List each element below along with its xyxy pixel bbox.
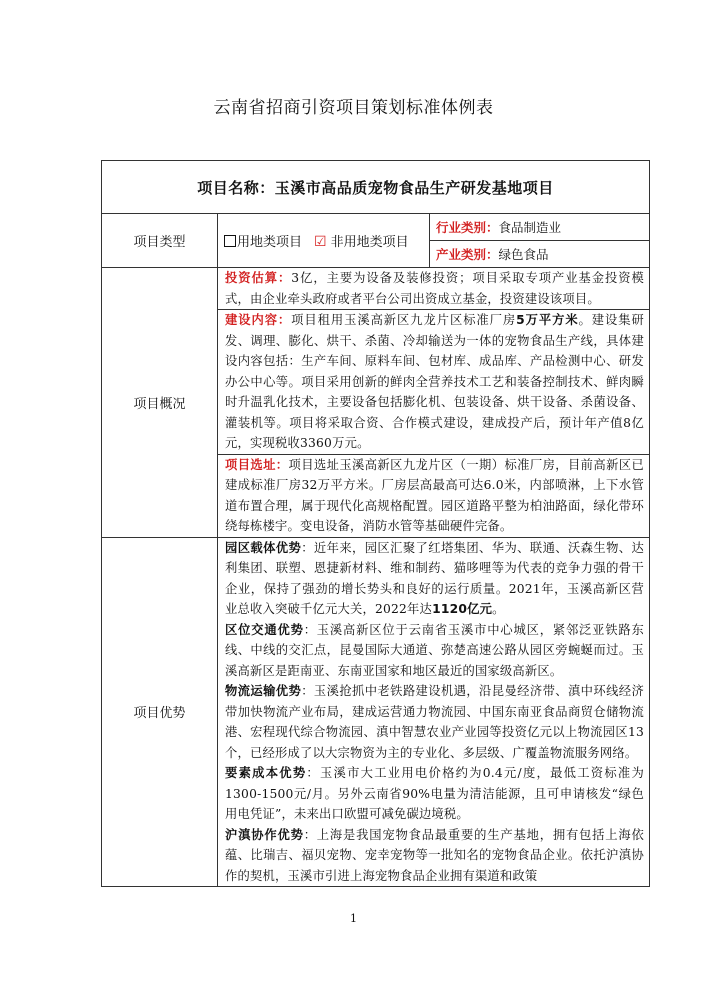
sector-category-value: 绿色食品 <box>498 247 549 262</box>
page-number: 1 <box>350 912 357 925</box>
logistics-advantage-text: ：玉溪抢抓中老铁路建设机遇，沿昆曼经济带、滇中环线经济带加快物流产业布局，建成运营通力物流园、中国东南亚食品商贸仓储物流港、宏程现代综合物流园、滇中智慧农业产业园等投资亿元以上物流园区13个，已经形成了以大宗物资为主的专业化、多层级、广覆盖物流服务网络。 <box>225 684 644 760</box>
synergy-advantage-text: ：上海是我国宠物食品最重要的生产基地，拥有包括上海依蕴、比瑞吉、福贝宠物、宠幸宠物等一批知名的宠物食品企业。依托沪滇协作的契机，玉溪市引进上海宠物食品企业拥有渠道和政策 <box>225 827 645 883</box>
land-project-label: 用地类项目 <box>237 235 303 250</box>
park-advantage <box>225 538 644 620</box>
industry-category <box>430 214 650 241</box>
advantages-row <box>102 537 650 887</box>
overview-label: 项目概况 <box>102 268 218 538</box>
project-table <box>101 160 650 887</box>
cost-advantage-label: 要素成本优势 <box>225 766 307 780</box>
cost-advantage-text: ：玉溪市大工业用电价格约为0.4元/度，最低工资标准为1300-1500元/月。另外云南省90%电量为清洁能源，且可申请核发“绿色用电凭证”，未来出口欧盟可减免碳边境税。 <box>225 766 644 821</box>
advantages-label: 项目优势 <box>102 537 218 887</box>
investment-estimate <box>218 268 650 310</box>
industry-category-label: 行业类别： <box>436 220 499 235</box>
construction-text-1: 项目租用玉溪高新区九龙片区标准厂房 <box>291 313 517 327</box>
project-name: 项目名称：玉溪市高品质宠物食品生产研发基地项目 <box>102 161 650 214</box>
location-advantage-label: 区位交通优势 <box>225 622 304 637</box>
investment-row <box>102 268 650 310</box>
project-type-label: 项目类型 <box>102 214 218 268</box>
park-advantage-text: ：近年来，园区汇聚了红塔集团、华为、联通、沃森生物、达利集团、联塑、恩捷新材料、维和制药、猫哆哩等为代表的竞争力强的骨干企业，保持了强劲的增长势头和良好的运行质量。2021年，玉溪高新区营业总收入突破千亿元大关，2022年达 <box>225 540 644 616</box>
synergy-advantage-label: 沪滇协作优势 <box>225 827 304 842</box>
investment-text: 3亿，主要为设备及装修投资；项目采取专项产业基金投资模式，由企业牵头政府或者平台公司出资成立基金，投资建设该项目。 <box>225 271 644 306</box>
park-advantage-end: 。 <box>492 602 505 616</box>
checkmark-icon[interactable]: ☑ <box>314 234 327 250</box>
construction-area: 5万平方米 <box>516 313 579 327</box>
project-type-row <box>102 214 650 241</box>
park-advantage-label: 园区载体优势 <box>225 540 302 555</box>
industry-category-value: 食品制造业 <box>498 220 562 235</box>
project-name-row <box>102 161 650 214</box>
site-label: 项目选址： <box>225 457 289 472</box>
document-title: 云南省招商引资项目策划标准体例表 <box>213 98 494 118</box>
cost-advantage <box>225 763 644 825</box>
sector-category-label: 产业类别： <box>436 247 499 262</box>
project-type-options <box>218 214 430 268</box>
synergy-advantage <box>225 825 644 887</box>
location-advantage <box>225 620 644 682</box>
park-revenue: 1120亿元 <box>432 602 493 616</box>
construction-content <box>218 310 650 455</box>
construction-label: 建设内容： <box>225 313 292 327</box>
investment-label: 投资估算： <box>225 271 292 285</box>
site-text: 项目选址玉溪高新区九龙片区（一期）标准厂房，目前高新区已建成标准厂房32万平方米。厂房层高最高可达6.0米，内部喷淋，上下水管道布置合理，属于现代化高规格配置。园区道路平整为柏油路面，绿化带环绕每栋楼宇。变电设备，消防水管等基础硬件完备。 <box>225 457 644 533</box>
sector-category <box>430 241 650 268</box>
logistics-advantage <box>225 681 644 763</box>
advantages-content <box>218 537 650 887</box>
logistics-advantage-label: 物流运输优势 <box>225 684 302 698</box>
construction-text-2: 。建设集研发、调理、膨化、烘干、杀菌、冷却输送为一体的宠物食品生产线，具体建设内容包括：生产车间、原料车间、包材库、成品库、产品检测中心、研发办公中心等。项目采用创新的鲜肉全营养技术工艺和装备控制技术、鲜肉瞬时升温乳化技术，主要设备包括膨化机、包装设备、烘干设备、杀菌设备、灌装机等。项目将采取合资、合作模式建设，建成投产后，预计年产值8亿元，实现税收3360万元。 <box>225 313 644 450</box>
non-land-project-label: 非用地类项目 <box>330 235 409 250</box>
land-project-checkbox[interactable] <box>224 235 236 247</box>
location-advantage-text: ：玉溪高新区位于云南省玉溪市中心城区，紧邻泛亚铁路东线、中线的交汇点，昆曼国际大通道、弥楚高速公路从园区旁蜿蜒而过。玉溪高新区是距南亚、东南亚国家和地区最近的国家级高新区。 <box>225 622 645 678</box>
project-site <box>218 454 650 537</box>
